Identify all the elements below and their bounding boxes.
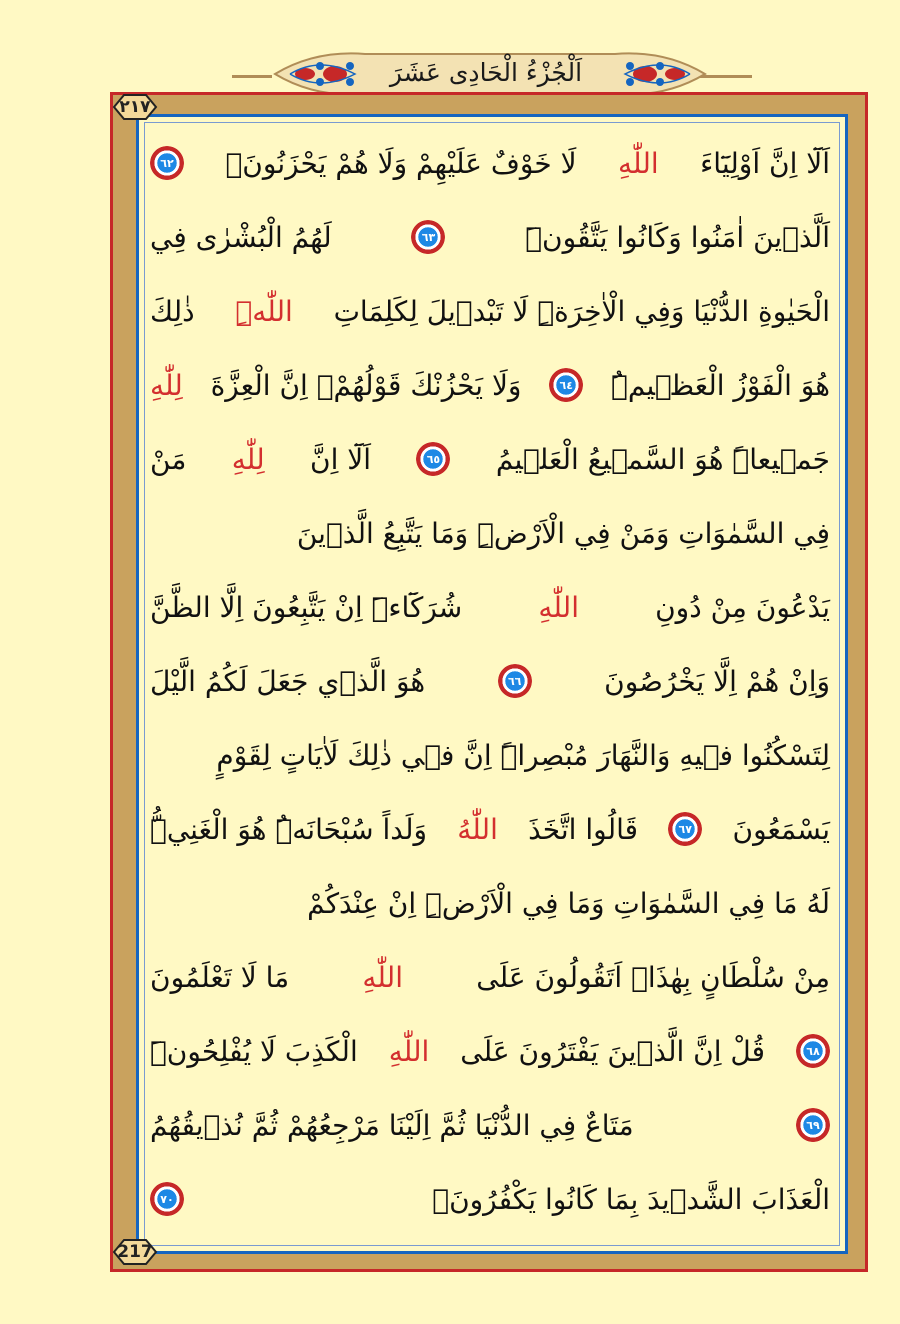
verse-line	[150, 646, 830, 716]
divine-name: لِلّٰهِ	[231, 442, 265, 476]
verse-text: لِتَسْكُنُوا ف۪يهِ وَالنَّهَارَ مُبْصِراًۜ اِنَّ ف۪ي ذٰلِكَ لَاٰيَاتٍ لِقَوْمٍ	[216, 738, 830, 772]
divine-name: اللّٰهِ	[362, 960, 403, 994]
juz-title: اَلْجُزْءُ الْحَادِى عَشَرَ	[389, 57, 583, 87]
verse-line	[150, 572, 830, 642]
verse-text: اَلَٓا اِنَّ اَوْلِيَٓاءَ	[700, 146, 830, 180]
verse-line	[150, 1016, 830, 1086]
divine-name: اللّٰهِۜ	[235, 294, 293, 328]
verse-line	[150, 1164, 830, 1234]
page-number-top	[110, 92, 160, 122]
verse-text: الْعَذَابَ الشَّد۪يدَ بِمَا كَانُوا يَكْفُرُونَۚ	[432, 1182, 830, 1216]
verse-text: يَسْمَعُونَ	[732, 812, 830, 846]
divine-name: اللّٰهِ	[538, 590, 579, 624]
verse-text: جَم۪يعاًۜ هُوَ السَّم۪يعُ الْعَل۪يمُ	[495, 442, 830, 476]
page-number-latin: 217	[117, 1242, 153, 1262]
verse-line	[150, 720, 830, 790]
page-number-arabic: ٢١٧	[119, 97, 151, 117]
ayah-number-marker: ٧٠	[150, 1182, 184, 1216]
verse-line	[150, 128, 830, 198]
verse-line	[150, 942, 830, 1012]
ayah-number-marker: ٦٢	[150, 146, 184, 180]
verse-text: اَلَٓا اِنَّ	[310, 442, 372, 476]
quran-text	[150, 128, 830, 1238]
ayah-number-marker: ٦٣	[411, 220, 445, 254]
verse-line	[150, 350, 830, 420]
verse-text: ذٰلِكَ	[150, 294, 195, 328]
verse-text: لَا خَوْفٌ عَلَيْهِمْ وَلَا هُمْ يَحْزَنُونَۚ	[225, 146, 577, 180]
verse-text: هُوَ الْفَوْزُ الْعَظ۪يمُۜ	[611, 368, 830, 402]
ayah-number-marker: ٦٩	[796, 1108, 830, 1142]
verse-text: وَلَداً سُبْحَانَهُۜ هُوَ الْغَنِيُّۜ	[150, 812, 428, 846]
verse-text: لَهُ مَا فِي السَّمٰوَاتِ وَمَا فِي الْاَرْضِۜ اِنْ عِنْدَكُمْ	[307, 886, 830, 920]
verse-line	[150, 276, 830, 346]
verse-text: وَاِنْ هُمْ اِلَّا يَخْرُصُونَ	[604, 664, 830, 698]
verse-text: اَلَّذ۪ينَ اٰمَنُوا وَكَانُوا يَتَّقُونَۜ	[525, 220, 830, 254]
verse-text: مَنْ	[150, 442, 187, 476]
verse-text: قُلْ اِنَّ الَّذ۪ينَ يَفْتَرُونَ عَلَى	[460, 1034, 766, 1068]
verse-text: مَتَاعٌ فِي الدُّنْيَا ثُمَّ اِلَيْنَا مَرْجِعُهُمْ ثُمَّ نُذ۪يقُهُمُ	[150, 1108, 634, 1142]
verse-line	[150, 1090, 830, 1160]
verse-line	[150, 498, 830, 568]
verse-text: الْحَيٰوةِ الدُّنْيَا وَفِي الْاٰخِرَةِۜ لَا تَبْد۪يلَ لِكَلِمَاتِ	[333, 294, 830, 328]
verse-line	[150, 202, 830, 272]
ayah-number-marker: ٦٦	[498, 664, 532, 698]
ayah-number-marker: ٦٨	[796, 1034, 830, 1068]
verse-text: لَهُمُ الْبُشْرٰى فِي	[150, 220, 332, 254]
verse-text: قَالُوا اتَّخَذَ	[528, 812, 639, 846]
ayah-number-marker: ٦٤	[549, 368, 583, 402]
verse-text: شُرَكَٓاءَۜ اِنْ يَتَّبِعُونَ اِلَّا الظَّنَّ	[150, 590, 463, 624]
page-header	[0, 0, 900, 100]
verse-text: مِنْ سُلْطَانٍ بِهٰذَاۜ اَتَقُولُونَ عَلَى	[476, 960, 830, 994]
divine-name: لِلّٰهِ	[150, 368, 183, 402]
page-number-bottom	[110, 1237, 160, 1267]
verse-line	[150, 868, 830, 938]
verse-line	[150, 424, 830, 494]
divine-name: اللّٰهِ	[618, 146, 659, 180]
divine-name: اللّٰهِ	[388, 1034, 430, 1068]
divine-name: اللّٰهُ	[457, 812, 498, 846]
verse-text: يَدْعُونَ مِنْ دُونِ	[655, 590, 830, 624]
ayah-number-marker: ٦٥	[416, 442, 450, 476]
ayah-number-marker: ٦٧	[668, 812, 702, 846]
verse-text: فِي السَّمٰوَاتِ وَمَنْ فِي الْاَرْضِۜ وَمَا يَتَّبِعُ الَّذ۪ينَ	[296, 516, 830, 550]
verse-text: وَلَا يَحْزُنْكَ قَوْلُهُمْۘ اِنَّ الْعِزَّةَ	[210, 368, 522, 402]
verse-text: الْكَذِبَ لَا يُفْلِحُونَۜ	[150, 1034, 358, 1068]
verse-text: هُوَ الَّذ۪ي جَعَلَ لَكُمُ الَّيْلَ	[150, 664, 426, 698]
verse-line	[150, 794, 830, 864]
verse-text: مَا لَا تَعْلَمُونَ	[150, 960, 290, 994]
